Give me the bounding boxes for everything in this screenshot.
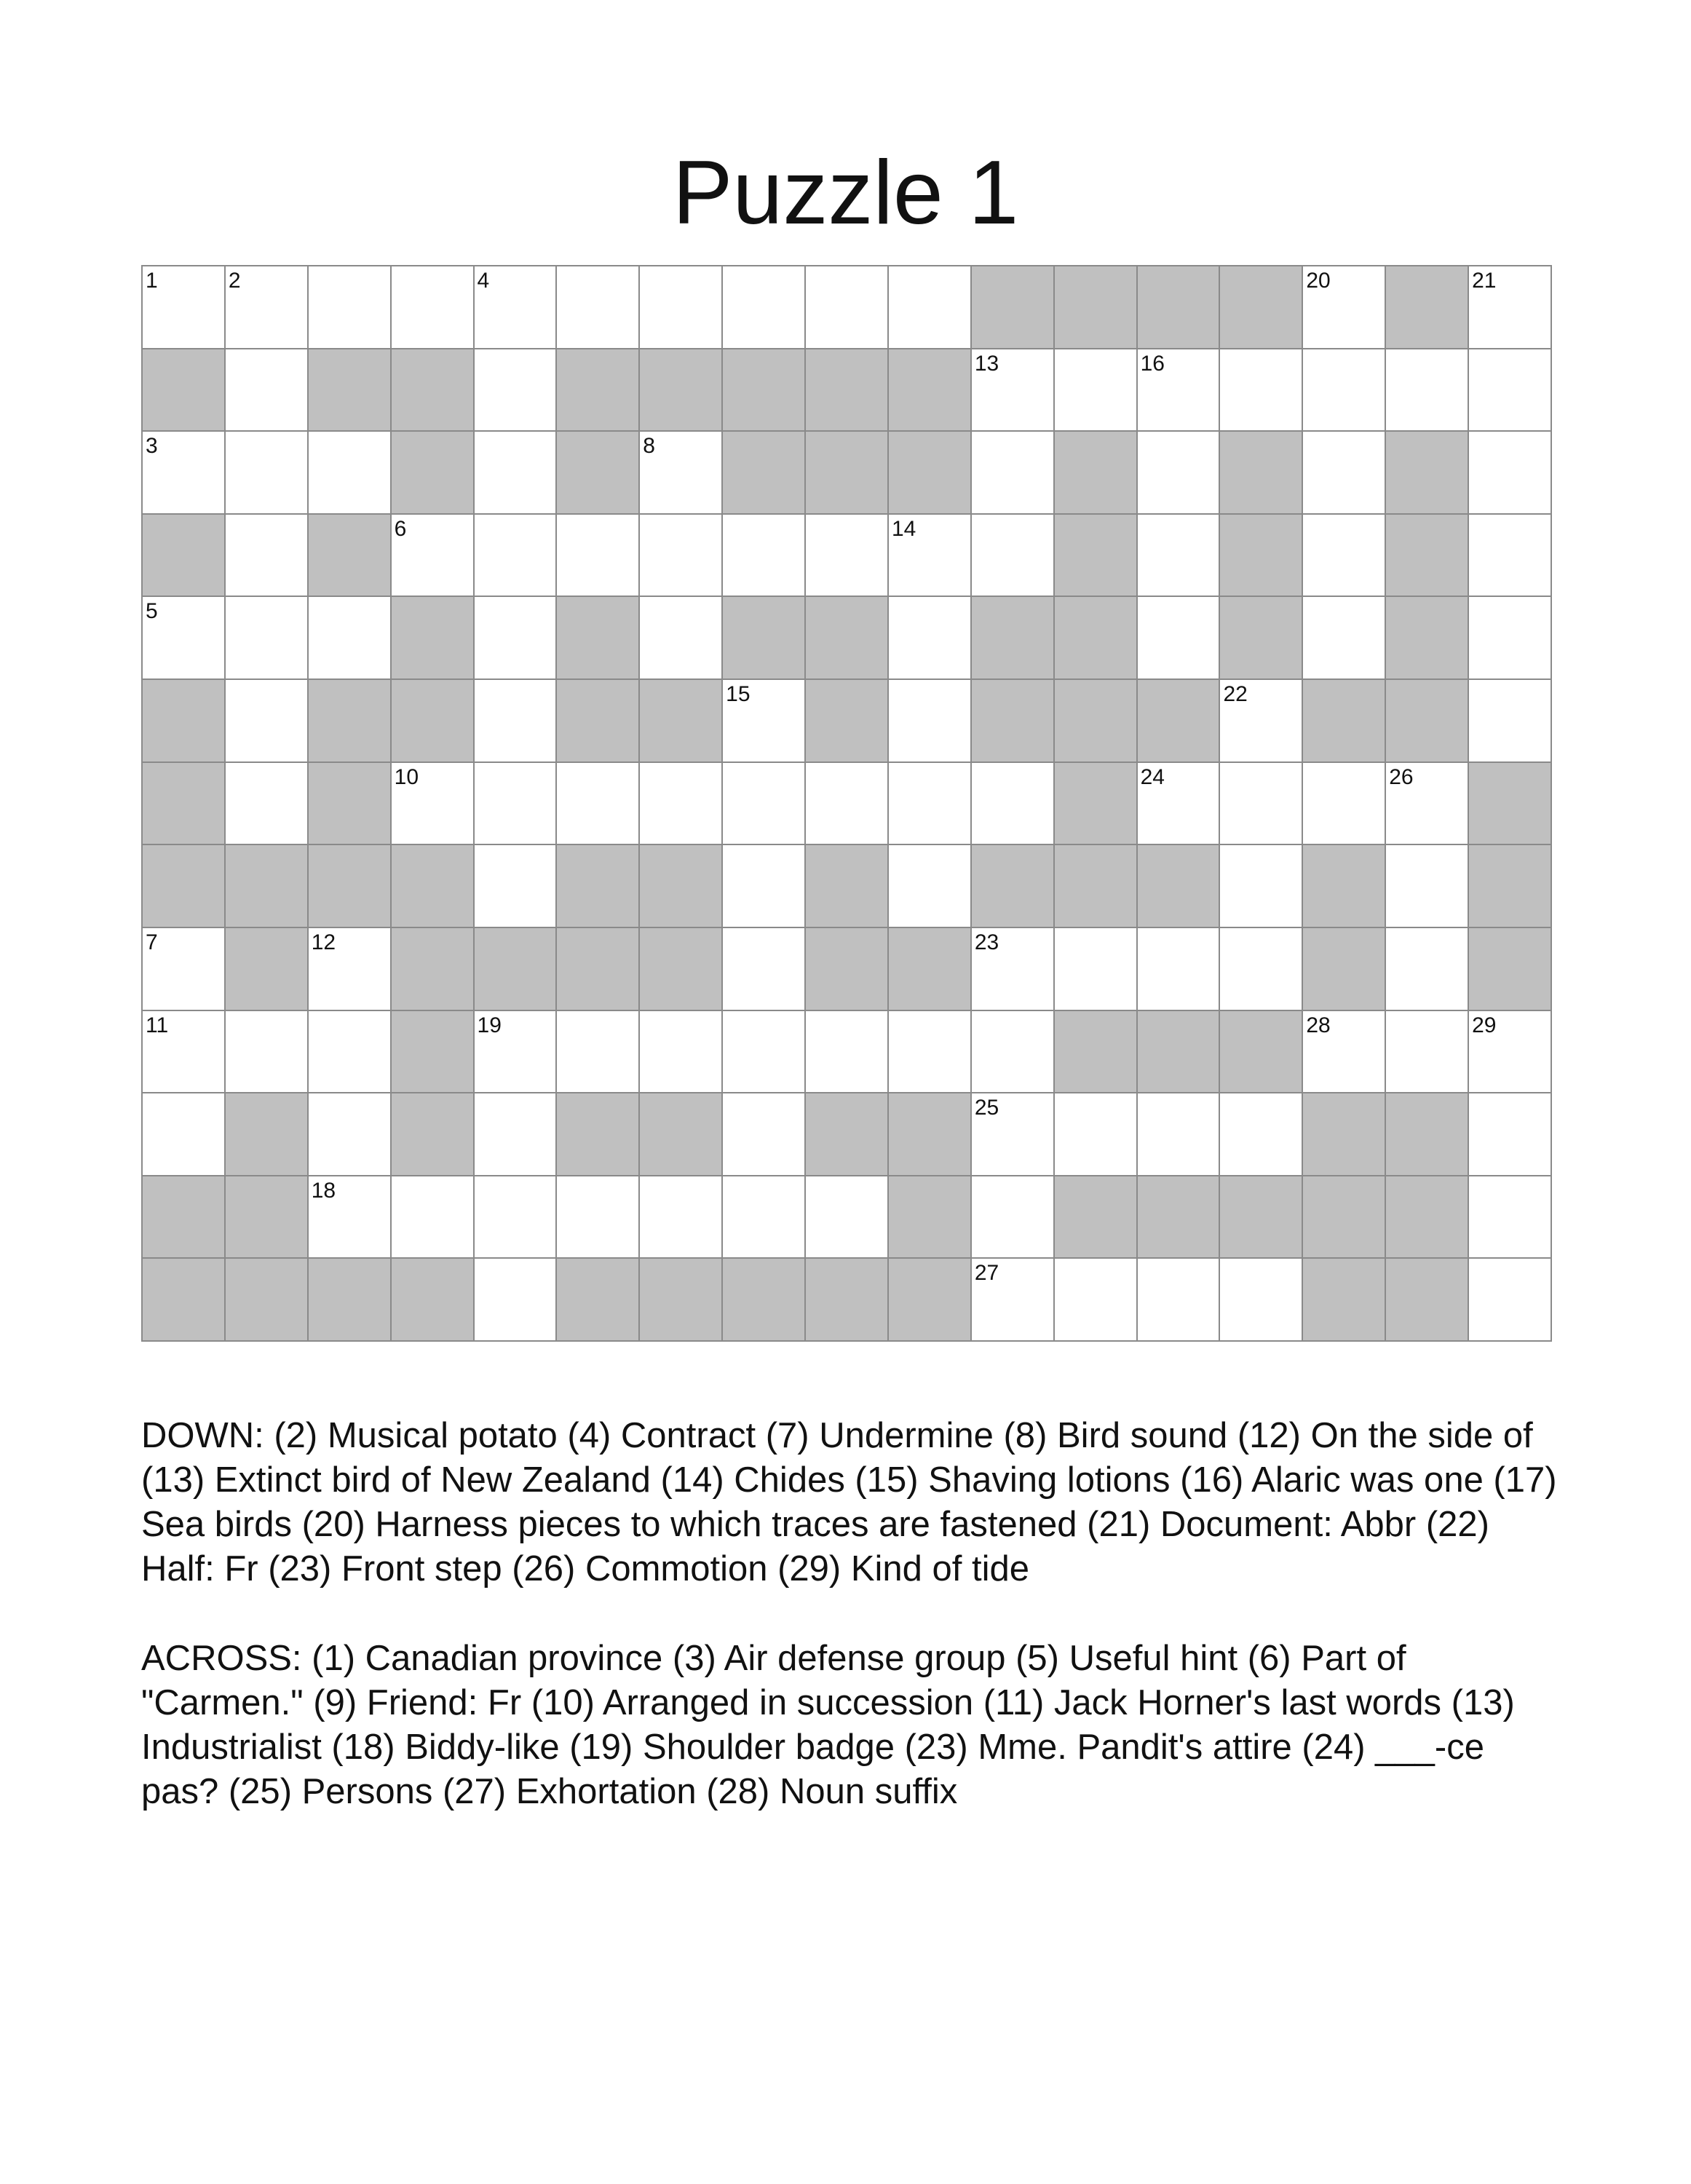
grid-block-cell xyxy=(1469,928,1552,1011)
grid-cell[interactable] xyxy=(723,515,806,598)
grid-block-cell xyxy=(640,928,723,1011)
grid-cell[interactable] xyxy=(972,349,1055,432)
grid-block-cell xyxy=(557,928,640,1011)
grid-cell[interactable] xyxy=(1138,763,1221,846)
grid-cell[interactable] xyxy=(1469,1259,1552,1342)
grid-cell[interactable] xyxy=(1220,1259,1303,1342)
clue-number: 28 xyxy=(1306,1013,1331,1037)
grid-cell[interactable] xyxy=(723,1011,806,1094)
clue-number: 10 xyxy=(394,764,419,789)
grid-block-cell xyxy=(1386,680,1469,763)
grid-block-cell xyxy=(806,432,889,515)
grid-block-cell xyxy=(723,1259,806,1342)
clue-number: 23 xyxy=(974,930,999,954)
grid-cell[interactable] xyxy=(806,1176,889,1259)
grid-cell[interactable] xyxy=(226,349,309,432)
grid-cell[interactable] xyxy=(226,763,309,846)
grid-block-cell xyxy=(1220,1176,1303,1259)
grid-block-cell xyxy=(1055,1011,1138,1094)
grid-cell[interactable] xyxy=(226,1011,309,1094)
clue-number: 6 xyxy=(394,516,407,541)
grid-block-cell xyxy=(1055,680,1138,763)
clue-number: 19 xyxy=(477,1013,502,1037)
grid-cell[interactable] xyxy=(806,763,889,846)
grid-block-cell xyxy=(226,928,309,1011)
grid-cell[interactable] xyxy=(972,928,1055,1011)
grid-block-cell xyxy=(1220,266,1303,349)
grid-block-cell xyxy=(392,1093,475,1176)
grid-block-cell xyxy=(1055,1176,1138,1259)
grid-cell[interactable] xyxy=(889,266,972,349)
grid-cell[interactable] xyxy=(1469,1093,1552,1176)
grid-cell[interactable] xyxy=(640,1176,723,1259)
grid-cell[interactable] xyxy=(1303,432,1386,515)
grid-cell[interactable] xyxy=(309,1176,392,1259)
grid-block-cell xyxy=(806,928,889,1011)
grid-block-cell xyxy=(723,597,806,680)
grid-cell[interactable] xyxy=(972,1011,1055,1094)
clue-number: 29 xyxy=(1472,1013,1497,1037)
grid-block-cell xyxy=(1469,763,1552,846)
grid-cell[interactable] xyxy=(475,763,558,846)
grid-cell[interactable] xyxy=(1220,680,1303,763)
grid-block-cell xyxy=(143,349,226,432)
grid-cell[interactable] xyxy=(143,597,226,680)
grid-block-cell xyxy=(143,763,226,846)
grid-cell[interactable] xyxy=(889,763,972,846)
grid-cell[interactable] xyxy=(1220,349,1303,432)
grid-cell[interactable] xyxy=(1220,763,1303,846)
grid-block-cell xyxy=(640,349,723,432)
grid-block-cell xyxy=(1469,845,1552,928)
grid-block-cell xyxy=(1386,1176,1469,1259)
grid-cell[interactable] xyxy=(143,928,226,1011)
grid-block-cell xyxy=(1138,1011,1221,1094)
grid-cell[interactable] xyxy=(972,432,1055,515)
grid-block-cell xyxy=(309,349,392,432)
grid-cell[interactable] xyxy=(309,597,392,680)
grid-block-cell xyxy=(1055,845,1138,928)
grid-block-cell xyxy=(557,1093,640,1176)
grid-cell[interactable] xyxy=(309,928,392,1011)
grid-block-cell xyxy=(1055,266,1138,349)
grid-cell[interactable] xyxy=(1469,266,1552,349)
grid-cell[interactable] xyxy=(1138,1259,1221,1342)
grid-block-cell xyxy=(972,266,1055,349)
grid-cell[interactable] xyxy=(309,432,392,515)
grid-block-cell xyxy=(806,597,889,680)
grid-cell[interactable] xyxy=(226,432,309,515)
clue-number: 14 xyxy=(891,516,916,541)
clue-number: 1 xyxy=(146,269,158,293)
grid-block-cell xyxy=(1386,266,1469,349)
grid-block-cell xyxy=(972,680,1055,763)
grid-block-cell xyxy=(392,680,475,763)
clue-number: 4 xyxy=(477,269,490,293)
grid-cell[interactable] xyxy=(723,266,806,349)
grid-block-cell xyxy=(1220,1011,1303,1094)
grid-cell[interactable] xyxy=(1469,515,1552,598)
grid-block-cell xyxy=(1138,680,1221,763)
grid-cell[interactable] xyxy=(1303,349,1386,432)
grid-cell[interactable] xyxy=(1386,928,1469,1011)
grid-cell[interactable] xyxy=(723,1093,806,1176)
across-clues: ACROSS: (1) Canadian province (3) Air defense group (5) Useful hint (6) Part of "Carmen." (9) Friend: Fr (10) Arranged in succession (11) Jack Horner's last words (13) Industrialist (18) Biddy-like (19) Shoulder badge (23) Mme. Pandit's attire (24) ___-ce pas? (25) Persons (27) Exhortation (28) Noun suffix xyxy=(141,1639,1515,1811)
grid-cell[interactable] xyxy=(889,1011,972,1094)
grid-block-cell xyxy=(1386,597,1469,680)
grid-cell[interactable] xyxy=(309,266,392,349)
grid-cell[interactable] xyxy=(309,1011,392,1094)
grid-block-cell xyxy=(1055,763,1138,846)
grid-cell[interactable] xyxy=(1386,845,1469,928)
grid-block-cell xyxy=(972,597,1055,680)
clue-number: 26 xyxy=(1389,764,1414,789)
clue-number: 15 xyxy=(726,682,751,707)
grid-cell[interactable] xyxy=(1138,597,1221,680)
grid-block-cell xyxy=(889,432,972,515)
grid-block-cell xyxy=(806,1093,889,1176)
grid-block-cell xyxy=(640,1093,723,1176)
grid-cell[interactable] xyxy=(475,1176,558,1259)
clue-number: 5 xyxy=(146,599,158,624)
clue-number: 12 xyxy=(311,930,336,954)
grid-block-cell xyxy=(1303,1176,1386,1259)
grid-cell[interactable] xyxy=(475,1011,558,1094)
grid-cell[interactable] xyxy=(1303,1011,1386,1094)
grid-cell[interactable] xyxy=(475,597,558,680)
grid-block-cell xyxy=(806,349,889,432)
grid-cell[interactable] xyxy=(723,680,806,763)
grid-block-cell xyxy=(557,1259,640,1342)
grid-block-cell xyxy=(392,845,475,928)
grid-block-cell xyxy=(1138,266,1221,349)
grid-cell[interactable] xyxy=(640,432,723,515)
grid-cell[interactable] xyxy=(972,1259,1055,1342)
grid-block-cell xyxy=(143,845,226,928)
grid-cell[interactable] xyxy=(557,763,640,846)
grid-cell[interactable] xyxy=(723,763,806,846)
grid-block-cell xyxy=(972,845,1055,928)
clue-number: 21 xyxy=(1472,269,1497,293)
grid-block-cell xyxy=(392,1011,475,1094)
clue-number: 3 xyxy=(146,434,158,459)
clue-number: 20 xyxy=(1306,269,1331,293)
clue-number: 2 xyxy=(228,269,241,293)
grid-block-cell xyxy=(1386,432,1469,515)
grid-cell[interactable] xyxy=(640,1011,723,1094)
grid-block-cell xyxy=(1303,928,1386,1011)
grid-block-cell xyxy=(1303,1093,1386,1176)
grid-block-cell xyxy=(1220,515,1303,598)
grid-block-cell xyxy=(392,432,475,515)
grid-block-cell xyxy=(392,1259,475,1342)
grid-cell[interactable] xyxy=(226,266,309,349)
clue-number: 18 xyxy=(311,1178,336,1203)
grid-block-cell xyxy=(475,928,558,1011)
grid-cell[interactable] xyxy=(392,515,475,598)
grid-cell[interactable] xyxy=(226,597,309,680)
grid-cell[interactable] xyxy=(475,432,558,515)
grid-block-cell xyxy=(309,515,392,598)
grid-cell[interactable] xyxy=(475,266,558,349)
grid-cell[interactable] xyxy=(557,266,640,349)
grid-block-cell xyxy=(889,1259,972,1342)
grid-cell[interactable] xyxy=(1386,349,1469,432)
grid-cell[interactable] xyxy=(723,845,806,928)
grid-block-cell xyxy=(723,432,806,515)
grid-cell[interactable] xyxy=(1469,432,1552,515)
clue-number: 22 xyxy=(1223,682,1248,707)
grid-block-cell xyxy=(557,597,640,680)
grid-block-cell xyxy=(143,680,226,763)
clue-number: 8 xyxy=(643,434,655,459)
grid-cell[interactable] xyxy=(640,597,723,680)
grid-cell[interactable] xyxy=(806,515,889,598)
grid-block-cell xyxy=(226,1176,309,1259)
grid-block-cell xyxy=(889,928,972,1011)
grid-cell[interactable] xyxy=(1055,1259,1138,1342)
grid-cell[interactable] xyxy=(723,928,806,1011)
grid-cell[interactable] xyxy=(1469,1176,1552,1259)
grid-cell[interactable] xyxy=(309,1093,392,1176)
grid-block-cell xyxy=(1138,1176,1221,1259)
grid-cell[interactable] xyxy=(475,680,558,763)
grid-cell[interactable] xyxy=(143,1093,226,1176)
grid-cell[interactable] xyxy=(640,763,723,846)
grid-cell[interactable] xyxy=(1303,515,1386,598)
grid-cell[interactable] xyxy=(1220,928,1303,1011)
grid-block-cell xyxy=(1303,1259,1386,1342)
grid-cell[interactable] xyxy=(475,515,558,598)
down-clues: DOWN: (2) Musical potato (4) Contract (7) Undermine (8) Bird sound (12) On the side of (13) Extinct bird of New Zealand (14) Chides (15) Shaving lotions (16) Alaric was one (17) Sea birds (20) Harness pieces to which traces are fastened (21) Document: Abbr (22) Half: Fr (23) Front step (26) Commotion (29) Kind of tide xyxy=(141,1416,1557,1588)
grid-cell[interactable] xyxy=(1386,763,1469,846)
grid-cell[interactable] xyxy=(972,763,1055,846)
grid-block-cell xyxy=(392,597,475,680)
grid-cell[interactable] xyxy=(640,266,723,349)
clue-number: 24 xyxy=(1140,764,1165,789)
grid-cell[interactable] xyxy=(1469,349,1552,432)
grid-cell[interactable] xyxy=(1469,680,1552,763)
grid-block-cell xyxy=(1386,1259,1469,1342)
grid-block-cell xyxy=(557,349,640,432)
grid-block-cell xyxy=(1055,432,1138,515)
grid-cell[interactable] xyxy=(475,349,558,432)
grid-block-cell xyxy=(640,1259,723,1342)
grid-block-cell xyxy=(392,349,475,432)
grid-block-cell xyxy=(309,1259,392,1342)
clue-number: 25 xyxy=(974,1096,999,1120)
grid-block-cell xyxy=(143,1176,226,1259)
grid-block-cell xyxy=(1386,1093,1469,1176)
grid-block-cell xyxy=(392,928,475,1011)
grid-block-cell xyxy=(889,349,972,432)
grid-cell[interactable] xyxy=(1303,597,1386,680)
grid-cell[interactable] xyxy=(1138,515,1221,598)
grid-block-cell xyxy=(309,845,392,928)
grid-cell[interactable] xyxy=(972,1176,1055,1259)
grid-cell[interactable] xyxy=(1055,1093,1138,1176)
grid-block-cell xyxy=(1386,515,1469,598)
clue-number: 11 xyxy=(146,1013,169,1037)
grid-block-cell xyxy=(640,845,723,928)
grid-cell[interactable] xyxy=(392,266,475,349)
crossword-grid xyxy=(141,265,1552,1342)
grid-block-cell xyxy=(226,845,309,928)
grid-cell[interactable] xyxy=(475,1093,558,1176)
page-title: Puzzle 1 xyxy=(672,143,1019,243)
grid-cell[interactable] xyxy=(640,515,723,598)
grid-cell[interactable] xyxy=(806,1011,889,1094)
grid-block-cell xyxy=(1220,597,1303,680)
grid-cell[interactable] xyxy=(143,432,226,515)
grid-cell[interactable] xyxy=(392,763,475,846)
grid-block-cell xyxy=(806,845,889,928)
grid-cell[interactable] xyxy=(557,1011,640,1094)
grid-cell[interactable] xyxy=(889,515,972,598)
grid-cell[interactable] xyxy=(972,1093,1055,1176)
grid-cell[interactable] xyxy=(1220,845,1303,928)
grid-block-cell xyxy=(557,680,640,763)
clue-number: 7 xyxy=(146,930,158,954)
grid-block-cell xyxy=(1055,515,1138,598)
grid-block-cell xyxy=(309,763,392,846)
grid-cell[interactable] xyxy=(889,845,972,928)
grid-cell[interactable] xyxy=(226,680,309,763)
grid-cell[interactable] xyxy=(143,266,226,349)
grid-cell[interactable] xyxy=(723,1176,806,1259)
grid-block-cell xyxy=(1220,432,1303,515)
grid-block-cell xyxy=(1303,845,1386,928)
grid-block-cell xyxy=(226,1093,309,1176)
grid-block-cell xyxy=(806,1259,889,1342)
grid-block-cell xyxy=(226,1259,309,1342)
grid-cell[interactable] xyxy=(475,845,558,928)
grid-cell[interactable] xyxy=(972,515,1055,598)
grid-cell[interactable] xyxy=(475,1259,558,1342)
grid-block-cell xyxy=(557,432,640,515)
grid-block-cell xyxy=(889,1093,972,1176)
grid-block-cell xyxy=(1138,845,1221,928)
grid-block-cell xyxy=(1055,597,1138,680)
grid-cell[interactable] xyxy=(143,1011,226,1094)
grid-cell[interactable] xyxy=(557,515,640,598)
grid-cell[interactable] xyxy=(1469,597,1552,680)
grid-cell[interactable] xyxy=(1303,266,1386,349)
grid-cell[interactable] xyxy=(1469,1011,1552,1094)
clue-number: 13 xyxy=(974,351,999,376)
grid-cell[interactable] xyxy=(557,1176,640,1259)
grid-cell[interactable] xyxy=(1138,928,1221,1011)
grid-block-cell xyxy=(723,349,806,432)
grid-cell[interactable] xyxy=(889,680,972,763)
grid-cell[interactable] xyxy=(1220,1093,1303,1176)
grid-cell[interactable] xyxy=(1138,432,1221,515)
grid-cell[interactable] xyxy=(226,515,309,598)
grid-cell[interactable] xyxy=(1386,1011,1469,1094)
grid-block-cell xyxy=(889,1176,972,1259)
grid-cell[interactable] xyxy=(1138,1093,1221,1176)
grid-block-cell xyxy=(1303,680,1386,763)
grid-cell[interactable] xyxy=(1055,349,1138,432)
grid-block-cell xyxy=(640,680,723,763)
grid-cell[interactable] xyxy=(1303,763,1386,846)
grid-cell[interactable] xyxy=(392,1176,475,1259)
grid-cell[interactable] xyxy=(806,266,889,349)
grid-cell[interactable] xyxy=(889,597,972,680)
clue-number: 27 xyxy=(974,1261,999,1286)
grid-block-cell xyxy=(806,680,889,763)
grid-cell[interactable] xyxy=(1055,928,1138,1011)
clue-number: 16 xyxy=(1140,351,1165,376)
grid-block-cell xyxy=(309,680,392,763)
grid-block-cell xyxy=(143,1259,226,1342)
grid-cell[interactable] xyxy=(1138,349,1221,432)
grid-block-cell xyxy=(557,845,640,928)
grid-block-cell xyxy=(143,515,226,598)
